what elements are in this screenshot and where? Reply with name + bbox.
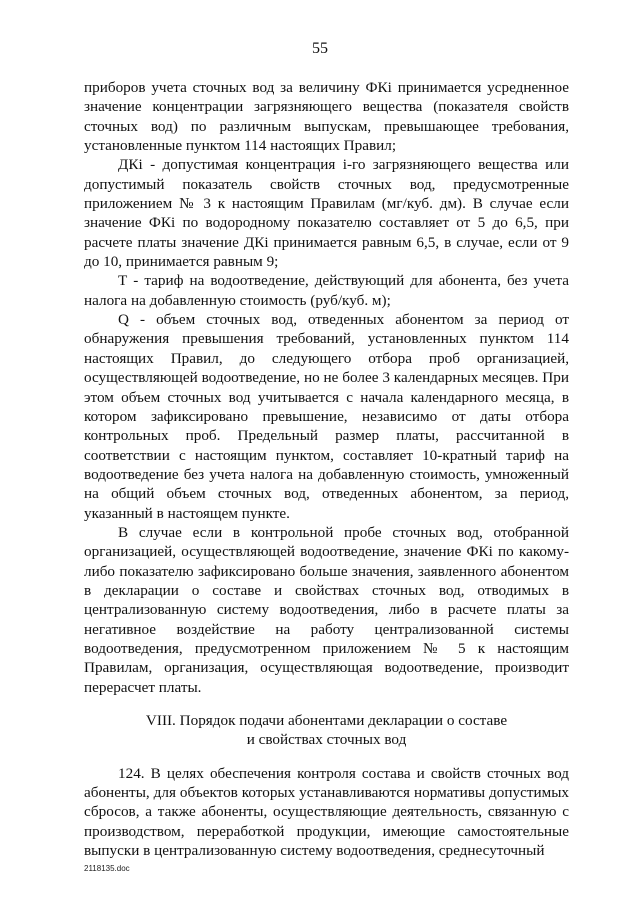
section-heading-line-1: VIII. Порядок подачи абонентами декларации о составе — [145, 712, 508, 729]
paragraph-tariff: Т - тариф на водоотведение, действующий для абонента, без учета налога на добавленную стоимость (руб/куб. м); — [84, 272, 569, 309]
footer-filename: 2118135.doc — [84, 864, 130, 873]
page-number: 55 — [312, 40, 328, 57]
section-heading-line-2: и свойствах сточных вод — [246, 731, 407, 749]
section-heading — [84, 711, 569, 750]
paragraph-recalculation: В случае если в контрольной пробе сточных вод, отобранной организацией, осуществляющей водоотведение, значение ФКі по какому-либо показателю зафиксировано больше значения, заявленного абонентом в декларации о составе и свойствах сточных вод, отводимых в централизованную систему водоотведения, либо в расчете платы за негативное воздействие на работу централизованной системы водоотведения, предусмотренном приложением № 5 к настоящим Правилам, организация, осуществляющая водоотведение, производит перерасчет платы. — [84, 523, 569, 696]
document-body — [84, 78, 569, 860]
paragraph-dki: ДКі - допустимая концентрация і-го загрязняющего вещества или допустимый показатель свойств сточных вод, предусмотренные приложением № 3 к настоящим Правилам (мг/куб. дм). В случае если значение ФКі по водородному показателю составляет от 5 до 6,5, при расчете платы значение ДКі принимается равным 6,5, в случае, если от 9 до 10, принимается равным 9; — [84, 156, 569, 271]
paragraph-continuation: приборов учета сточных вод за величину ФКі принимается усредненное значение концентрации загрязняющего вещества (показателя свойств сточных вод) по различным выпускам, превышающее требования, установленные пунктом 114 настоящих Правил; — [84, 79, 569, 155]
paragraph-volume: Q - объем сточных вод, отведенных абонентом за период от обнаружения превышения требований, установленных пунктом 114 настоящих Правил, до следующего отбора проб организацией, осуществляющей водоотведение, но не более 3 календарных месяцев. При этом объем сточных вод учитывается с начала календарного месяца, в котором зафиксировано превышение, независимо от даты отбора контрольных проб. Предельный размер платы, рассчитанной в соответствии с настоящим пунктом, составляет 10-кратный тариф на водоотведение без учета налога на добавленную стоимость, умноженный на общий объем сточных вод, отведенных абонентом, за период, указанный в настоящем пункте. — [84, 311, 569, 522]
paragraph-124: 124. В целях обеспечения контроля состава и свойств сточных вод абоненты, для объектов которых устанавливаются нормативы допустимых сбросов, а также абоненты, осуществляющие деятельность, связанную с производством, переработкой продукции, имеющие самостоятельные выпуски в централизованную систему водоотведения, среднесуточный — [84, 764, 569, 860]
